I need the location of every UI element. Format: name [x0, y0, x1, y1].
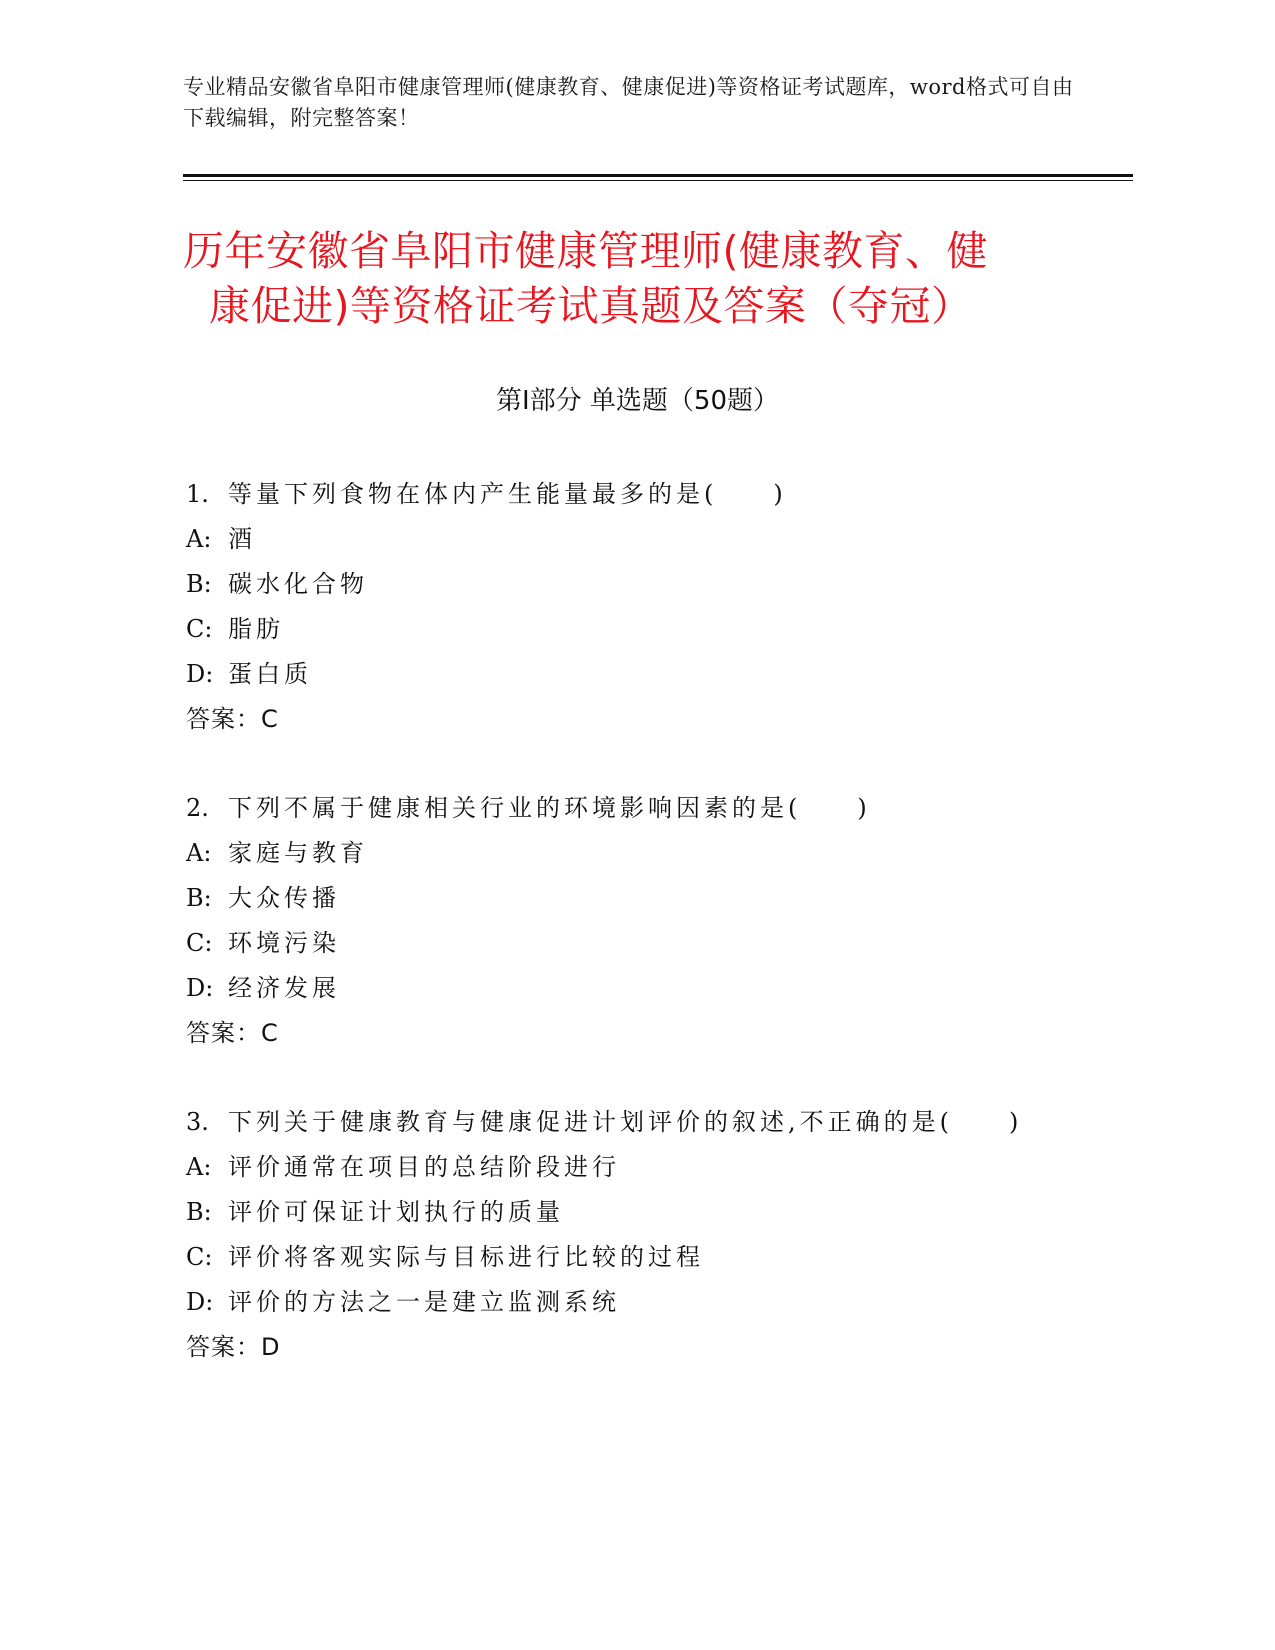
- option-label: C:: [186, 615, 213, 643]
- question-1: [186, 472, 1136, 742]
- option-b: [186, 876, 1136, 921]
- option-text: 大众传播: [228, 884, 340, 912]
- option-label: C:: [186, 929, 213, 957]
- option-text: 评价可保证计划执行的质量: [228, 1198, 564, 1226]
- option-a: [186, 1145, 1136, 1190]
- option-text: 环境污染: [228, 929, 340, 957]
- option-label: D:: [186, 1288, 214, 1316]
- option-label: B:: [186, 884, 212, 912]
- header-note: 专业精品安徽省阜阳市健康管理师(健康教育、健康促进)等资格证考试题库，word格式可自由下载编辑，附完整答案！: [183, 75, 1074, 130]
- option-text: 蛋白质: [228, 660, 312, 688]
- question-number: 2.: [186, 794, 209, 822]
- option-label: D:: [186, 974, 214, 1002]
- option-a: [186, 831, 1136, 876]
- option-text: 评价将客观实际与目标进行比较的过程: [228, 1243, 704, 1271]
- question-stem: [186, 1100, 1136, 1145]
- header-divider-thick: [183, 174, 1133, 177]
- option-label: A:: [186, 839, 212, 867]
- option-b: [186, 562, 1136, 607]
- question-list: [186, 472, 1136, 1414]
- option-c: [186, 607, 1136, 652]
- question-text: 下列关于健康教育与健康促进计划评价的叙述,不正确的是( ): [228, 1108, 1023, 1136]
- option-d: [186, 1280, 1136, 1325]
- option-b: [186, 1190, 1136, 1235]
- option-d: [186, 652, 1136, 697]
- option-text: 评价通常在项目的总结阶段进行: [228, 1153, 620, 1181]
- option-text: 酒: [228, 525, 256, 553]
- document-title-line-1: 历年安徽省阜阳市健康管理师(健康教育、健: [183, 227, 988, 275]
- question-stem: [186, 472, 1136, 517]
- option-c: [186, 1235, 1136, 1280]
- option-text: 家庭与教育: [228, 839, 368, 867]
- question-2: [186, 786, 1136, 1056]
- document-title: [183, 224, 1083, 334]
- option-c: [186, 921, 1136, 966]
- option-label: A:: [186, 1153, 212, 1181]
- option-label: D:: [186, 660, 214, 688]
- option-label: B:: [186, 570, 212, 598]
- question-text: 等量下列食物在体内产生能量最多的是( ): [228, 480, 787, 508]
- answer: 答案：D: [186, 1333, 281, 1361]
- document-title-line-2: 康促进)等资格证考试真题及答案（夺冠）: [209, 282, 973, 330]
- option-label: C:: [186, 1243, 213, 1271]
- question-text: 下列不属于健康相关行业的环境影响因素的是( ): [228, 794, 871, 822]
- question-number: 1.: [186, 480, 209, 508]
- option-d: [186, 966, 1136, 1011]
- question-stem: [186, 786, 1136, 831]
- option-label: A:: [186, 525, 212, 553]
- answer: 答案：C: [186, 1019, 279, 1047]
- question-3: [186, 1100, 1136, 1370]
- option-text: 脂肪: [228, 615, 284, 643]
- answer: 答案：C: [186, 705, 279, 733]
- header-divider-thin: [183, 180, 1133, 181]
- question-number: 3.: [186, 1108, 209, 1136]
- section-heading: 第Ⅰ部分 单选题（50题）: [495, 386, 780, 416]
- option-text: 评价的方法之一是建立监测系统: [228, 1288, 620, 1316]
- option-label: B:: [186, 1198, 212, 1226]
- option-text: 碳水化合物: [228, 570, 368, 598]
- option-text: 经济发展: [228, 974, 340, 1002]
- option-a: [186, 517, 1136, 562]
